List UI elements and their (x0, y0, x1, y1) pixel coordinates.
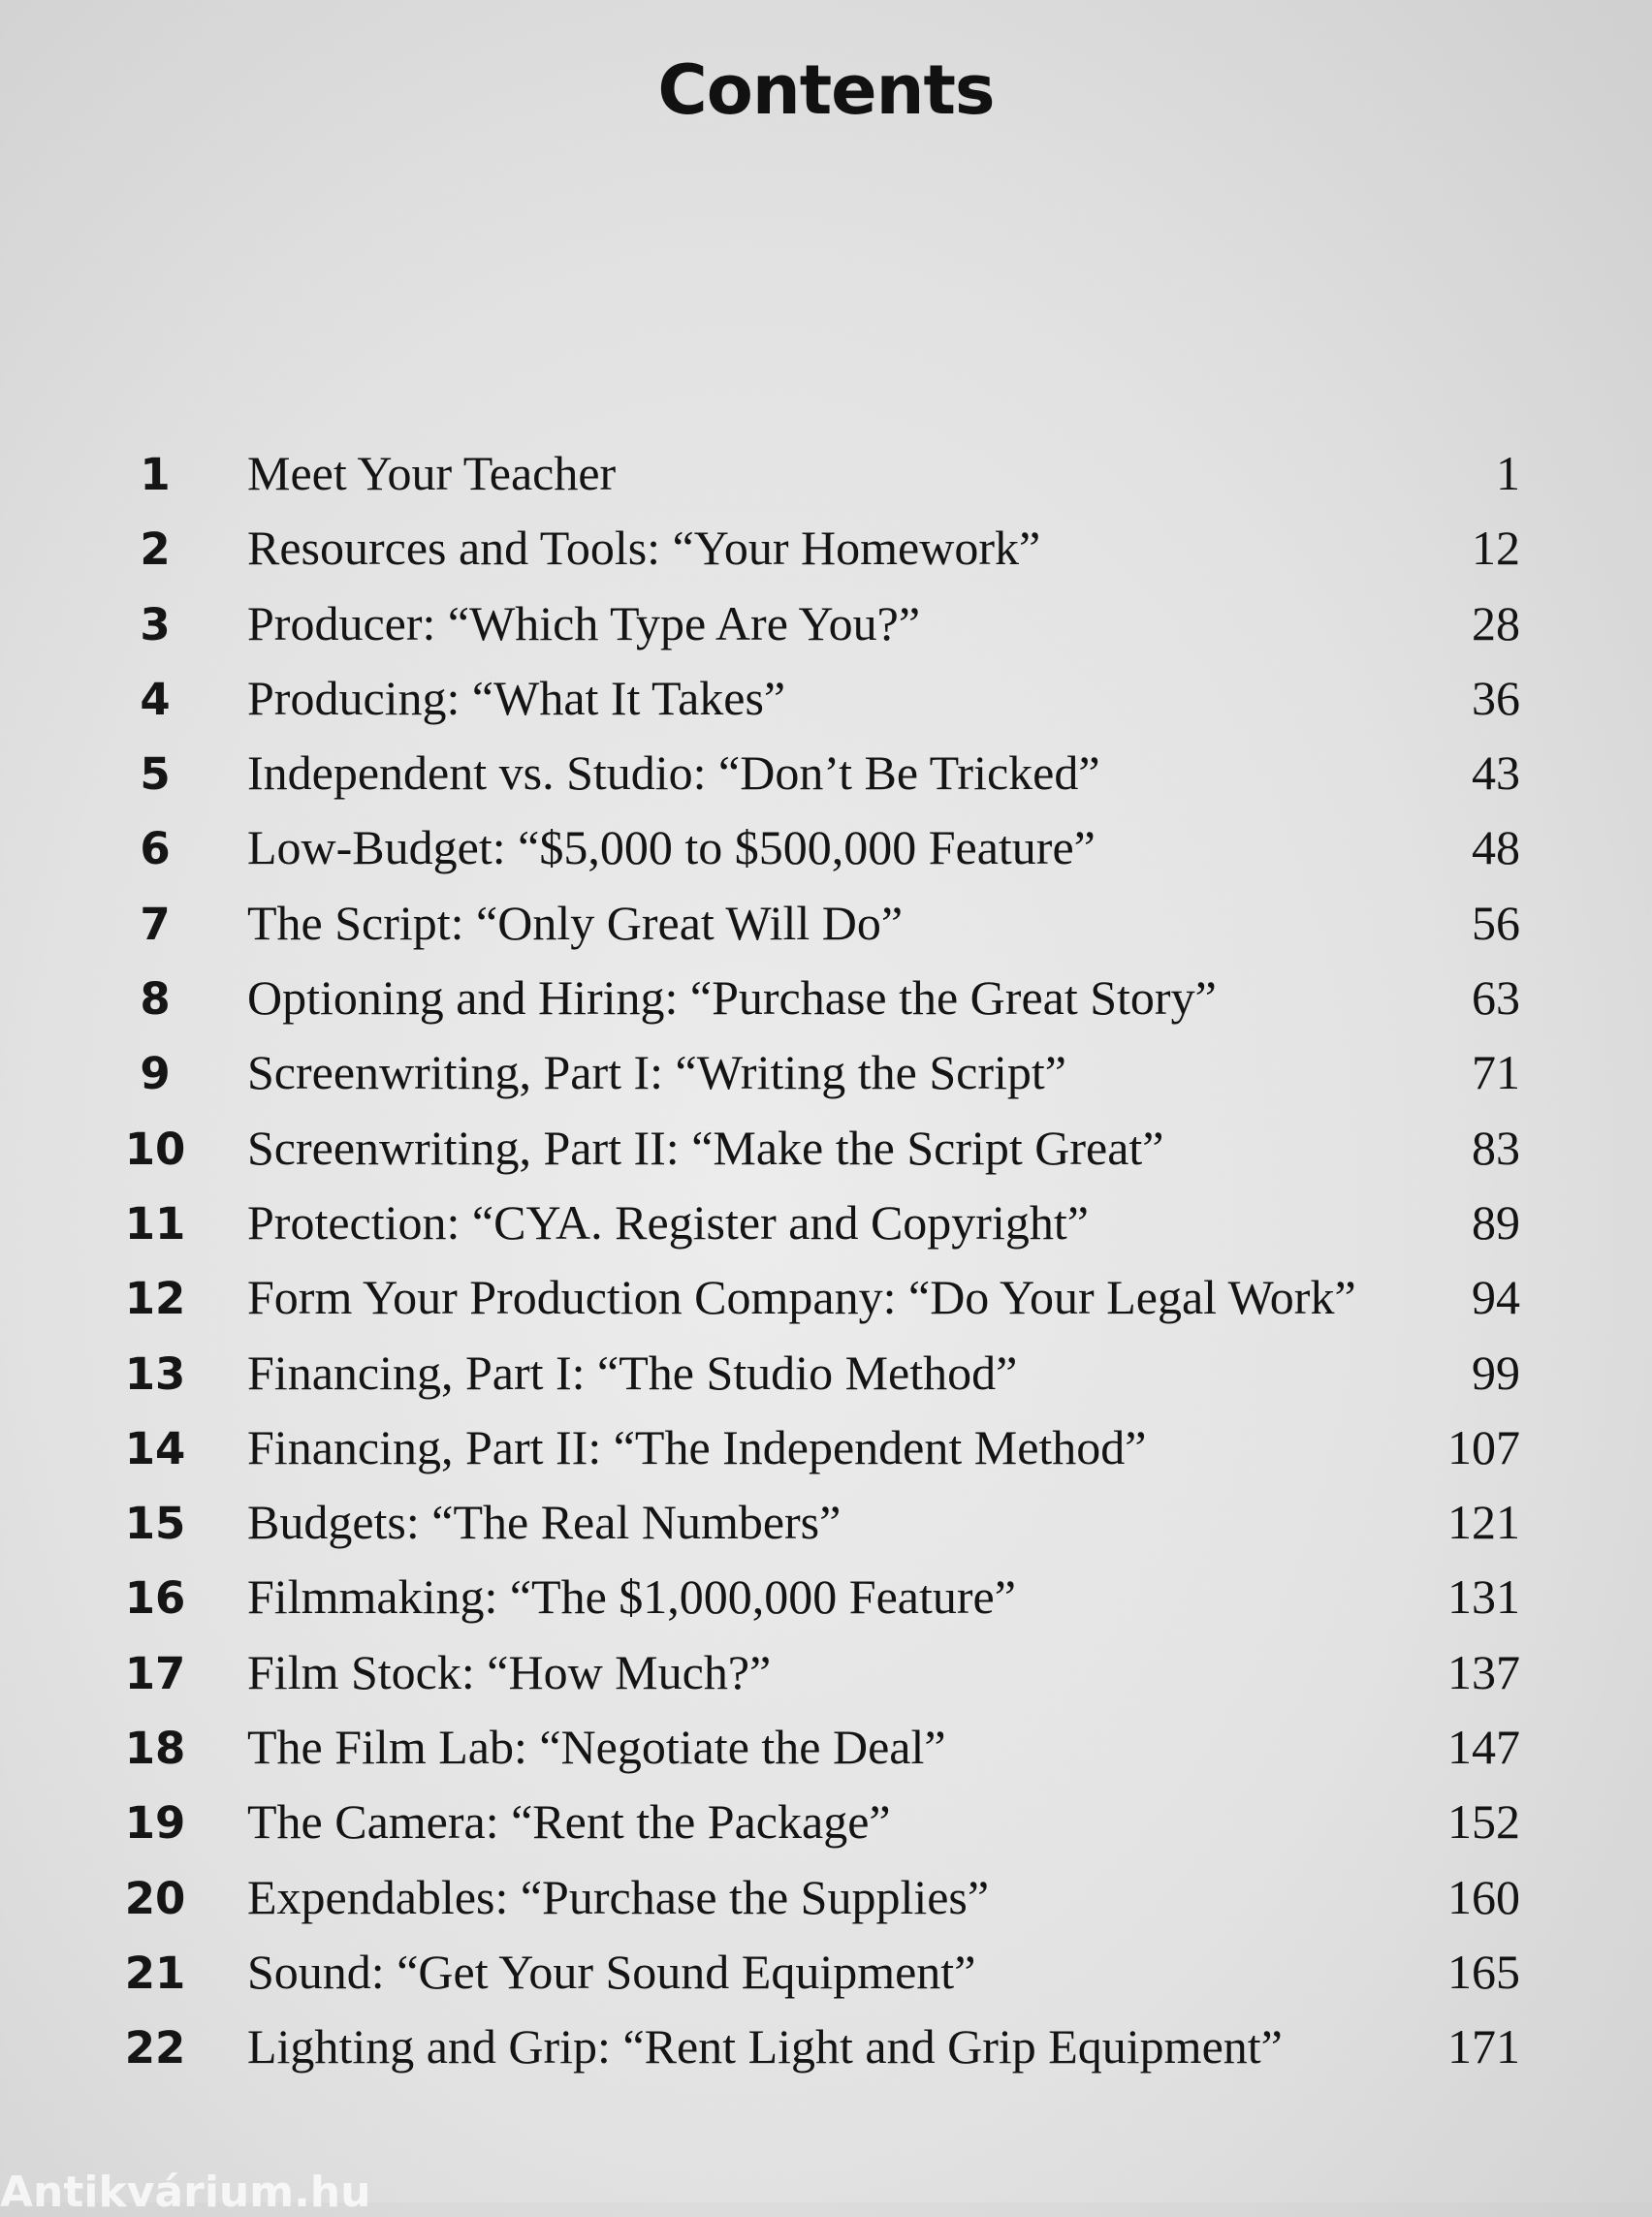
chapter-title: Independent vs. Studio: “Don’t Be Tricked” (247, 745, 1100, 801)
chapter-title: Lighting and Grip: “Rent Light and Grip Equipment” (247, 2019, 1283, 2074)
toc-entry (0, 1490, 1652, 1565)
page-number: 89 (1472, 1194, 1520, 1250)
toc-entry (0, 1565, 1652, 1639)
page-number: 121 (1447, 1495, 1520, 1550)
toc-entry (0, 1789, 1652, 1864)
chapter-title: Film Stock: “How Much?” (247, 1644, 772, 1699)
chapter-title: Financing, Part I: “The Studio Method” (247, 1345, 1018, 1400)
chapter-title: Expendables: “Purchase the Supplies” (247, 1869, 990, 1924)
toc-entry (0, 891, 1652, 966)
page-number: 152 (1447, 1794, 1520, 1850)
page-number: 12 (1472, 521, 1520, 576)
page-number: 28 (1472, 595, 1520, 650)
chapter-title: Form Your Production Company: “Do Your Legal Work” (247, 1270, 1356, 1325)
chapter-title: Producer: “Which Type Are You?” (247, 595, 921, 650)
toc-entry (0, 1040, 1652, 1115)
toc-entry (0, 1715, 1652, 1789)
chapter-title: Low-Budget: “$5,000 to $500,000 Feature” (247, 820, 1096, 875)
chapter-title: The Camera: “Rent the Package” (247, 1794, 891, 1850)
page-number: 1 (1496, 446, 1520, 500)
chapter-title: Optioning and Hiring: “Purchase the Great Story” (247, 970, 1217, 1026)
chapter-number: 2 (140, 523, 171, 576)
chapter-title: Screenwriting, Part I: “Writing the Script” (247, 1045, 1066, 1100)
chapter-title: The Script: “Only Great Will Do” (247, 895, 904, 950)
toc-entry (0, 666, 1652, 741)
page-number: 56 (1472, 895, 1520, 950)
page-number: 43 (1472, 745, 1520, 801)
chapter-number: 19 (124, 1797, 186, 1850)
chapter-number: 15 (124, 1498, 186, 1550)
toc-entry (0, 741, 1652, 815)
page-number: 160 (1447, 1869, 1520, 1924)
toc-entry (0, 1116, 1652, 1190)
page-number: 36 (1472, 670, 1520, 725)
chapter-number: 10 (124, 1123, 186, 1175)
toc-entry (0, 516, 1652, 590)
page-number: 94 (1472, 1270, 1520, 1325)
page-number: 83 (1472, 1120, 1520, 1175)
chapter-title: Financing, Part II: “The Independent Method” (247, 1419, 1147, 1474)
chapter-title: The Film Lab: “Negotiate the Deal” (247, 1720, 946, 1775)
page-number: 165 (1447, 1944, 1520, 1999)
chapter-number: 21 (124, 1947, 186, 1999)
chapter-title: Filmmaking: “The $1,000,000 Feature” (247, 1569, 1016, 1625)
chapter-number: 9 (140, 1048, 171, 1100)
page-number: 131 (1447, 1569, 1520, 1625)
toc-entry (0, 1341, 1652, 1415)
toc-entry (0, 1265, 1652, 1340)
toc-entry (0, 966, 1652, 1040)
toc-entry (0, 1640, 1652, 1715)
chapter-title: Protection: “CYA. Register and Copyright” (247, 1194, 1089, 1250)
chapter-title: Sound: “Get Your Sound Equipment” (247, 1944, 976, 1999)
chapter-title: Producing: “What It Takes” (247, 670, 786, 725)
table-of-contents (0, 441, 1652, 2090)
page-number: 63 (1472, 970, 1520, 1026)
chapter-title: Screenwriting, Part II: “Make the Script Great” (247, 1120, 1164, 1175)
chapter-number: 1 (140, 449, 171, 500)
page-title: Contents (657, 50, 995, 130)
chapter-title: Meet Your Teacher (247, 446, 617, 500)
chapter-number: 7 (140, 898, 171, 950)
toc-entry (0, 1865, 1652, 1940)
page-number: 99 (1472, 1345, 1520, 1400)
chapter-number: 17 (124, 1647, 186, 1699)
page-number: 71 (1472, 1045, 1520, 1100)
chapter-number: 4 (140, 673, 171, 725)
chapter-number: 11 (124, 1197, 186, 1250)
toc-entry (0, 1940, 1652, 2014)
toc-entry (0, 441, 1652, 516)
chapter-number: 5 (140, 748, 171, 801)
page-number: 107 (1447, 1419, 1520, 1474)
chapter-title: Resources and Tools: “Your Homework” (247, 521, 1041, 576)
page-number: 137 (1447, 1644, 1520, 1699)
page-number: 48 (1472, 820, 1520, 875)
chapter-number: 20 (124, 1872, 186, 1924)
chapter-number: 8 (140, 973, 171, 1026)
toc-entry (0, 815, 1652, 890)
chapter-number: 22 (124, 2022, 186, 2074)
toc-entry (0, 591, 1652, 666)
chapter-number: 16 (124, 1572, 186, 1625)
toc-entry (0, 1415, 1652, 1490)
chapter-number: 14 (124, 1422, 186, 1474)
chapter-number: 18 (124, 1723, 186, 1775)
page-number: 147 (1447, 1720, 1520, 1775)
toc-entry (0, 1190, 1652, 1265)
toc-entry (0, 2014, 1652, 2089)
watermark: Antikvárium.hu (0, 2168, 371, 2217)
chapter-number: 12 (124, 1273, 186, 1325)
chapter-title: Budgets: “The Real Numbers” (247, 1495, 842, 1550)
chapter-number: 3 (140, 598, 171, 650)
page-number: 171 (1447, 2019, 1520, 2074)
chapter-number: 6 (140, 823, 171, 875)
chapter-number: 13 (124, 1347, 186, 1400)
